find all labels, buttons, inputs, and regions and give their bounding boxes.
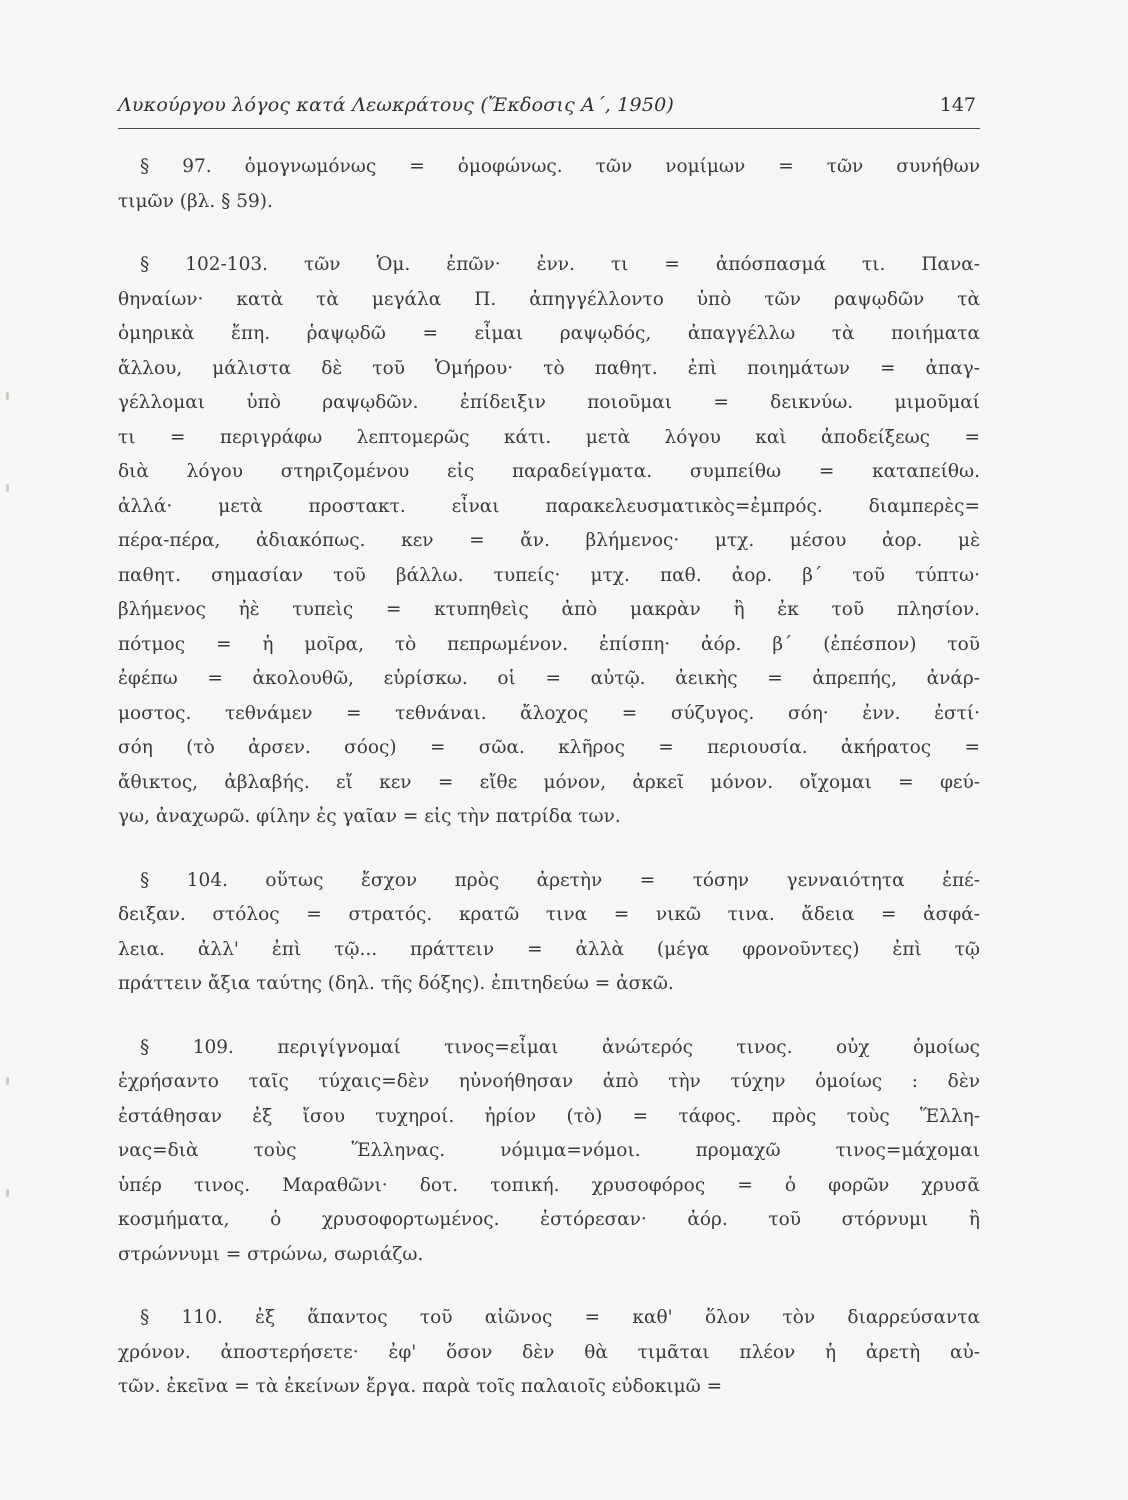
paragraph	[118, 248, 980, 835]
text-line: σόη (τὸ ἀρσεν. σόος) = σῶα. κλῆρος = περιουσία. ἀκήρατος =	[118, 737, 980, 758]
commentary-text	[118, 150, 980, 1434]
text-line: νας=διὰ τοὺς Ἕλληνας. νόμιμα=νόμοι. προμαχῶ τινος=μάχομαι	[118, 1140, 980, 1161]
text-line: παθητ. σημασίαν τοῦ βάλλω. τυπείς· μτχ. παθ. ἀορ. β΄ τοῦ τύπτω·	[118, 564, 980, 586]
text-line: ἄθικτος, ἀβλαβής. εἴ κεν = εἴθε μόνον, ἀρκεῖ μόνον. οἴχομαι = φεύ-	[118, 771, 980, 793]
text-line: ὁμηρικὰ ἔπη. ῥαψῳδῶ = εἶμαι ραψῳδός, ἀπαγγέλλω τὰ ποιήματα	[118, 323, 980, 344]
paragraph	[118, 1301, 980, 1405]
text-line: στρώννυμι = στρώνω, σωριάζω.	[118, 1243, 424, 1265]
text-line: ἐστάθησαν ἐξ ἴσου τυχηροί. ἠρίον (τὸ) = τάφος. πρὸς τοὺς Ἕλλη-	[118, 1105, 980, 1127]
running-header	[118, 92, 980, 129]
text-line: λεια. ἀλλ' ἐπὶ τῷ... πράττειν = ἀλλὰ (μέγα φρονοῦντες) ἐπὶ τῷ	[118, 938, 980, 960]
paragraph	[118, 864, 980, 1002]
scan-speck	[6, 1189, 9, 1197]
text-line: διὰ λόγου στηριζομένου εἰς παραδείγματα. συμπείθω = καταπείθω.	[118, 461, 980, 482]
text-line: ἄλλου, μάλιστα δὲ τοῦ Ὁμήρου· τὸ παθητ. ἐπὶ ποιημάτων = ἀπαγ-	[118, 357, 980, 379]
text-line: § 110. ἐξ ἅπαντος τοῦ αἰῶνος = καθ' ὅλον τὸν διαρρεύσαντα	[140, 1307, 980, 1328]
text-line: § 97. ὁμογνωμόνως = ὁμοφώνως. τῶν νομίμων = τῶν συνήθων	[140, 156, 980, 177]
text-line: θηναίων· κατὰ τὰ μεγάλα Π. ἀπηγγέλλοντο ὑπὸ τῶν ραψῳδῶν τὰ	[118, 288, 980, 310]
text-line: πότμος = ἡ μοῖρα, τὸ πεπρωμένον. ἐπίσπη· ἀόρ. β΄ (ἐπέσπον) τοῦ	[118, 633, 980, 655]
text-line: § 109. περιγίγνομαί τινος=εἶμαι ἀνώτερός τινος. οὐχ ὁμοίως	[140, 1036, 980, 1058]
text-line: γω, ἀναχωρῶ. φίλην ἐς γαῖαν = εἰς τὴν πατρίδα των.	[118, 806, 621, 827]
text-line: γέλλομαι ὑπὸ ραψῳδῶν. ἐπίδειξιν ποιοῦμαι = δεικνύω. μιμοῦμαί	[118, 392, 980, 413]
paragraph	[118, 1031, 980, 1273]
text-line: δειξαν. στόλος = στρατός. κρατῶ τινα = νικῶ τινα. ἄδεια = ἀσφά-	[118, 904, 980, 925]
text-line: χρόνον. ἀποστερήσετε· ἐφ' ὅσον δὲν θὰ τιμᾶται πλέον ἡ ἀρετὴ αὐ-	[118, 1341, 980, 1363]
text-line: § 102-103. τῶν Ὁμ. ἐπῶν· ἐνν. τι = ἀπόσπασμά τι. Πανα-	[140, 254, 980, 275]
text-line: ἐχρήσαντο ταῖς τύχαις=δὲν ηὐνοήθησαν ἀπὸ τὴν τύχην ὁμοίως : δὲν	[118, 1071, 980, 1092]
scan-speck	[6, 484, 9, 492]
page-number: 147	[939, 94, 976, 116]
text-line: πέρα-πέρα, ἀδιακόπως. κεν = ἄν. βλήμενος· μτχ. μέσου ἀορ. μὲ	[118, 530, 980, 551]
text-line: κοσμήματα, ὁ χρυσοφορτωμένος. ἐστόρεσαν· ἀόρ. τοῦ στόρνυμι ἢ	[118, 1209, 980, 1230]
paragraph	[118, 150, 980, 219]
text-line: ὑπέρ τινος. Μαραθῶνι· δοτ. τοπική. χρυσοφόρος = ὁ φορῶν χρυσᾶ	[118, 1174, 980, 1196]
text-line: τῶν. ἐκεῖνα = τὰ ἐκείνων ἔργα. παρὰ τοῖς παλαιοῖς εὐδοκιμῶ =	[118, 1376, 723, 1397]
text-line: ἐφέπω = ἀκολουθῶ, εὑρίσκω. οἱ = αὐτῷ. ἀεικὴς = ἀπρεπής, ἀνάρ-	[118, 668, 980, 689]
text-line: πράττειν ἄξια ταύτης (δηλ. τῆς δόξης). ἐπιτηδεύω = ἀσκῶ.	[118, 973, 674, 994]
text-line: μοστος. τεθνάμεν = τεθνάναι. ἄλοχος = σύζυγος. σόη· ἐνν. ἐστί·	[118, 702, 980, 724]
scan-speck	[6, 1077, 9, 1085]
text-line: βλήμενος ἠὲ τυπεὶς = κτυπηθεὶς ἀπὸ μακρὰν ἢ ἐκ τοῦ πλησίον.	[118, 599, 980, 620]
text-line: τιμῶν (βλ. § 59).	[118, 190, 273, 212]
text-line: ἀλλά· μετὰ προστακτ. εἶναι παρακελευσματικὸς=ἐμπρός. διαμπερὲς=	[118, 495, 980, 517]
header-title: Λυκούργου λόγος κατά Λεωκράτους (Ἔκδοσις Α΄, 1950)	[118, 94, 675, 116]
scan-speck	[6, 392, 9, 400]
text-line: § 104. οὕτως ἔσχον πρὸς ἀρετὴν = τόσην γενναιότητα ἐπέ-	[140, 869, 980, 891]
text-line: τι = περιγράφω λεπτομερῶς κάτι. μετὰ λόγου καὶ ἀποδείξεως =	[118, 426, 980, 448]
